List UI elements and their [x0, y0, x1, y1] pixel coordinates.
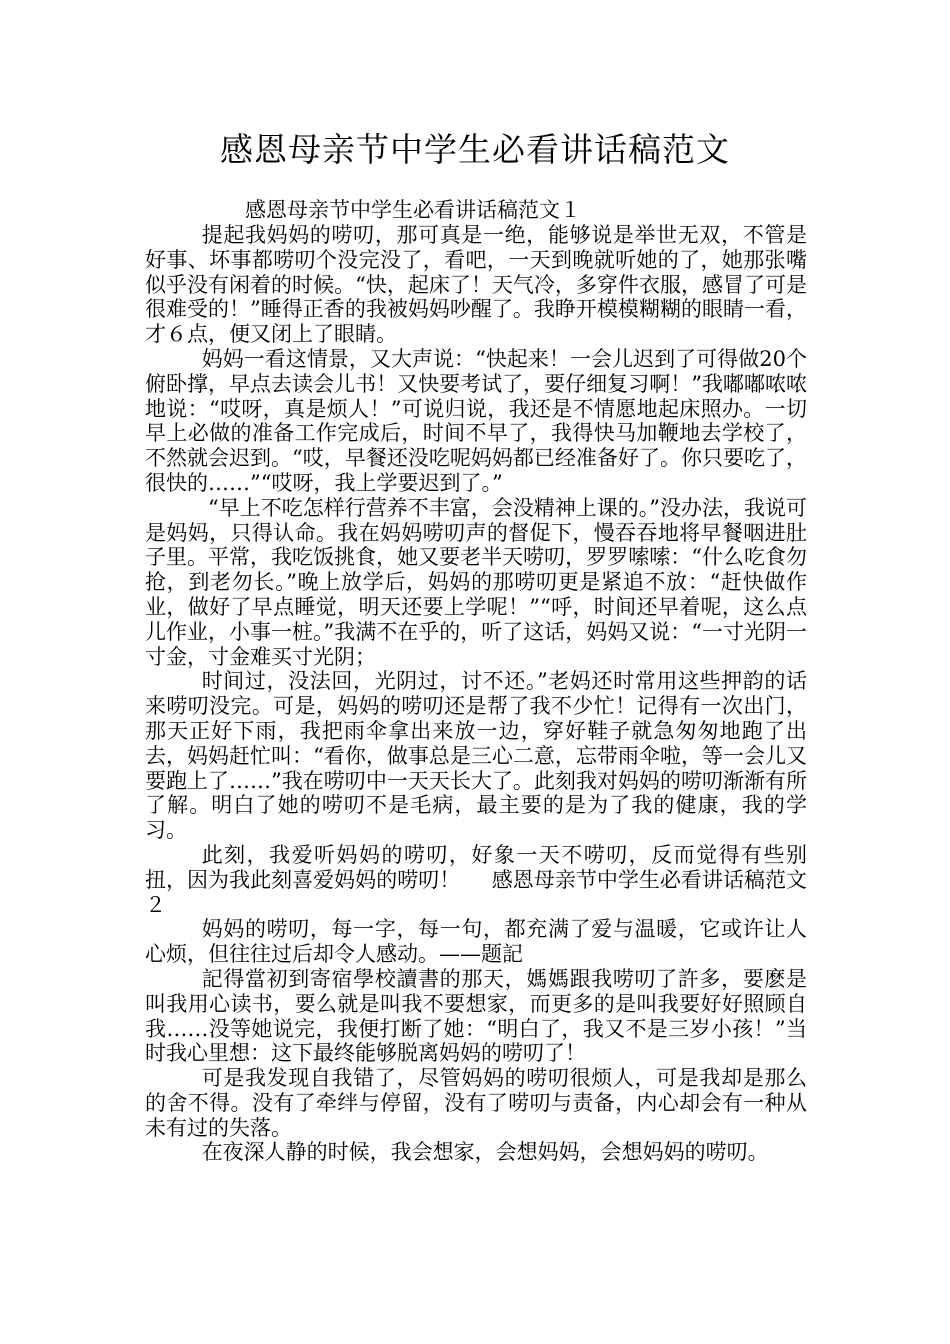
paragraph: 在夜深人静的时候，我会想家，会想妈妈，会想妈妈的唠叨。 [201, 1140, 769, 1165]
paragraph: 妈妈的唠叨，每一字，每一句，都充满了爱与温暖，它或许让人心烦，但往往过后却令人感动。——题記 [145, 917, 807, 967]
paragraph-text: 此刻，我爱听妈妈的唠叨，好象一天不唠叨，反而觉得有些别扭，因为我此刻喜爱妈妈的唠叨！ [145, 842, 807, 892]
paragraph: 記得當初到寄宿學校讀書的那天，媽媽跟我唠叨了許多，要麽是叫我用心读书，要么就是叫我不要想家，而更多的是叫我要好好照顾自我……没等她说完，我便打断了她：“明白了，我又不是三岁小孩！”当时我心里想：这下最终能够脱离妈妈的唠叨了！ [145, 966, 807, 1066]
document-body [145, 198, 807, 1165]
paragraph: 提起我妈妈的唠叨，那可真是一绝，能够说是举世无双，不管是好事、坏事都唠叨个没完没了，看吧，一天到晚就听她的了，她那张嘴似乎没有闲着的时候。“快，起床了！天气冷，多穿件衣服，感冒了可是很难受的！”睡得正香的我被妈妈吵醒了。我睁开模模糊糊的眼睛一看，才６点，便又闭上了眼睛。 [145, 223, 807, 347]
paragraph: “早上不吃怎样行营养不丰富，会没精神上课的。”没办法，我说可是妈妈，只得认命。我在妈妈唠叨声的督促下，慢吞吞地将早餐咽进肚子里。平常，我吃饭挑食，她又要老半天唠叨，罗罗嗦嗦：“什么吃食勿抢，到老勿长。”晚上放学后，妈妈的那唠叨更是紧追不放：“赶快做作业，做好了早点睡觉，明天还要上学呢！”“呼，时间还早着呢，这么点儿作业，小事一桩。”我满不在乎的，听了这话，妈妈又说：“一寸光阴一寸金，寸金难买寸光阴； [145, 495, 807, 669]
document-title: 感恩母亲节中学生必看讲话稿范文 [220, 130, 730, 169]
paragraph [145, 843, 807, 917]
paragraph: 时间过，没法回，光阴过，讨不还。”老妈还时常用这些押韵的话来唠叨没完。可是，妈妈的唠叨还是帮了我不少忙！记得有一次出门，那天正好下雨，我把雨伞拿出来放一边，穿好鞋子就急匆匆地跑了出去，妈妈赶忙叫：“看你，做事总是三心二意，忘带雨伞啦，等一会儿又要跑上了……”我在唠叨中一天天长大了。此刻我对妈妈的唠叨渐渐有所了解。明白了她的唠叨不是毛病，最主要的是为了我的健康，我的学习。 [145, 669, 807, 843]
section-1-heading: 感恩母亲节中学生必看讲话稿范文１ [245, 198, 581, 222]
paragraph: 可是我发现自我错了，尽管妈妈的唠叨很烦人，可是我却是那么的舍不得。没有了牵绊与停留，没有了唠叨与责备，内心却会有一种从未有过的失落。 [145, 1066, 807, 1140]
section-2-heading: 感恩母亲节中学生必看讲话稿范文２ [145, 867, 808, 917]
paragraph: 妈妈一看这情景，又大声说：“快起来！一会儿迟到了可得做20个俯卧撑，早点去读会儿书！又快要考试了，要仔细复习啊！”我嘟嘟哝哝地说：“哎呀，真是烦人！”可说归说，我还是不情愿地起床照办。一切早上必做的准备工作完成后，时间不早了，我得快马加鞭地去学校了，不然就会迟到。“哎，早餐还没吃呢妈妈都已经准备好了。你只要吃了，很快的……”“哎呀，我上学要迟到了。” [145, 346, 807, 495]
